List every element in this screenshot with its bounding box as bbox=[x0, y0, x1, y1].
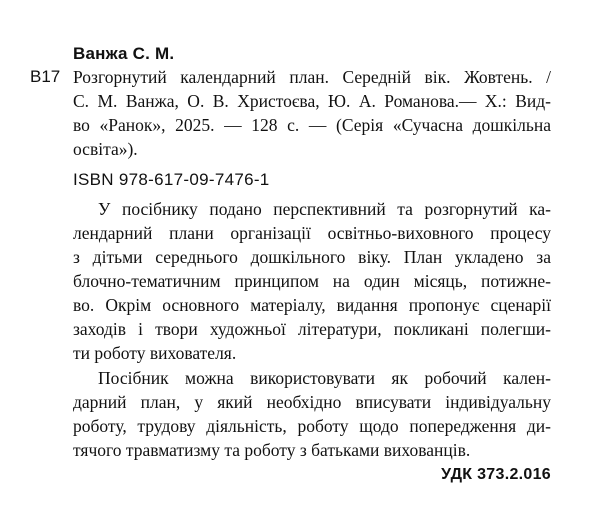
bib-line-3: во «Ранок», 2025. — 128 с. — (Серія «Сучасна дошкільна bbox=[73, 115, 551, 135]
classification-code: В17 bbox=[30, 67, 61, 86]
abstract-line-6: заходів і твори художньої літератури, покликані полегши- bbox=[73, 319, 551, 339]
abstract-line-1: У посібнику подано перспективний та розгорнутий ка- bbox=[98, 199, 551, 219]
abstract-line-3: з дітьми середнього дошкільного віку. План укладено за bbox=[73, 247, 551, 267]
bib-line-1: Розгорнутий календарний план. Середній вік. Жовтень. / bbox=[73, 67, 551, 87]
abstract-para2-line-1: Посібник можна використовувати як робочий кален- bbox=[98, 368, 551, 388]
abstract-line-4: блочно-тематичним принципом на один місяць, потижне- bbox=[73, 271, 551, 291]
abstract-line-7: ти роботу вихователя. bbox=[73, 343, 237, 363]
abstract-line-5: во. Окрім основного матеріалу, видання пропонує сценарії bbox=[73, 295, 551, 315]
bib-line-2: С. М. Ванжа, О. В. Христоєва, Ю. А. Романова.— Х.: Вид- bbox=[73, 91, 551, 111]
abstract-line-2: лендарний плани організації освітньо-виховного процесу bbox=[73, 223, 551, 243]
abstract-para2-line-2: дарний план, у який необхідно вписувати індивідуальну bbox=[73, 392, 551, 412]
udc-code: УДК 373.2.016 bbox=[441, 466, 551, 483]
abstract-para2-line-3: роботу, трудову діяльність, роботу щодо попередження ди- bbox=[73, 416, 551, 436]
abstract-para2-line-4: тячого травматизму та роботу з батьками вихованців. bbox=[73, 440, 471, 460]
author-heading: Ванжа С. М. bbox=[73, 44, 175, 63]
bib-line-4: освіта»). bbox=[73, 139, 138, 159]
isbn: ISBN 978-617-09-7476-1 bbox=[73, 170, 270, 189]
